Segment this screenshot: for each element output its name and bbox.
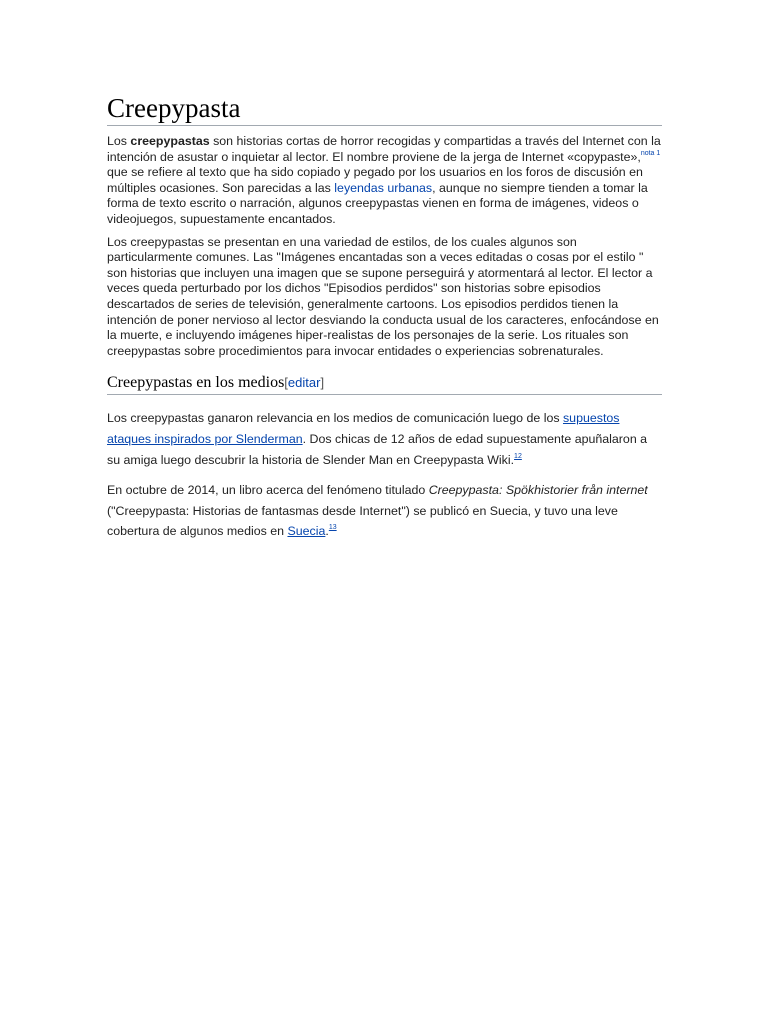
media-p1-text-2: . Dos chicas de 12 años de edad supuestamente apuñalaron a su amiga luego descubrir la historia de Slender Man en Creepypasta Wiki. bbox=[107, 431, 648, 467]
intro-text-2: son historias cortas de horror recogidas y compartidas a través del Internet con la intención de asustar o inquietar al lector. El nombre proviene de la jerga de Internet «copypaste», bbox=[107, 134, 661, 164]
section-heading-text: Creepypastas en los medios bbox=[107, 374, 285, 392]
ref-13 bbox=[329, 524, 337, 531]
media-p2-text-3: . bbox=[325, 524, 329, 539]
slenderman-attacks-link[interactable]: supuestos ataques inspirados por Slenderman bbox=[107, 411, 620, 446]
intro-term: creepypastas bbox=[130, 134, 210, 148]
edit-section-link[interactable]: editar bbox=[287, 375, 321, 391]
edit-bracket-close: ] bbox=[320, 375, 325, 391]
intro-text-1: Los bbox=[107, 134, 131, 148]
media-p1-text-1: Los creepypastas ganaron relevancia en los medios de comunicación luego de los bbox=[107, 411, 563, 426]
media-p2-text-2: ("Creepypasta: Historias de fantasmas desde Internet") se publicó en Suecia, y tuvo una leve cobertura de algunos medios en bbox=[107, 503, 618, 539]
page-title: Creepypasta bbox=[107, 92, 662, 126]
sweden-link[interactable]: Suecia bbox=[287, 524, 326, 539]
ref-12 bbox=[514, 453, 522, 460]
intro-text-4: , aunque no siempre tienden a tomar la forma de texto escrito o narración, algunos creepypastas vienen en forma de imágenes, videos o videojuegos, supuestamente encantados. bbox=[107, 180, 648, 226]
note-1-link[interactable]: nota 1 bbox=[640, 149, 661, 157]
section-heading-media bbox=[107, 373, 662, 395]
ref-12-link[interactable]: 12 bbox=[514, 452, 522, 460]
media-paragraph-2 bbox=[107, 480, 662, 542]
media-p2-text-1: En octubre de 2014, un libro acerca del fenómeno titulado bbox=[107, 483, 429, 498]
note-ref bbox=[641, 150, 660, 157]
edit-section bbox=[284, 375, 324, 390]
urban-legends-link[interactable]: leyendas urbanas bbox=[334, 180, 433, 195]
intro-text-3: que se refiere al texto que ha sido copiado y pegado por los usuarios en los foros de discusión en múltiples ocasiones. Son parecidas a las bbox=[107, 165, 643, 195]
styles-paragraph: Los creepypastas se presentan en una variedad de estilos, de los cuales algunos son particularmente comunes. Las "Imágenes encantadas son a veces editadas o cosas por el estilo " son historias que incluyen una imagen que se supone perseguirá y atormentará al lector. El lector a veces queda perturbado por los dichos "Episodios perdidos" son historias sobre episodios descartados de series de televisión, generalmente cartoons. Los episodios perdidos tienen la intención de poner nervioso al lector desviando la conducta usual de los caracteres, enfocándose en la muerte, e incluyendo imágenes hiper-realistas de los personajes de la serie. Los rituales son creepypastas sobre procedimientos para invocar entidades o experiencias sobrenaturales. bbox=[107, 234, 659, 358]
edit-bracket-open: [ bbox=[284, 375, 288, 391]
intro-paragraph bbox=[107, 134, 662, 228]
media-paragraph-1 bbox=[107, 408, 662, 470]
book-title: Creepypasta: Spökhistorier från internet bbox=[428, 483, 648, 498]
ref-13-link[interactable]: 13 bbox=[328, 524, 337, 532]
